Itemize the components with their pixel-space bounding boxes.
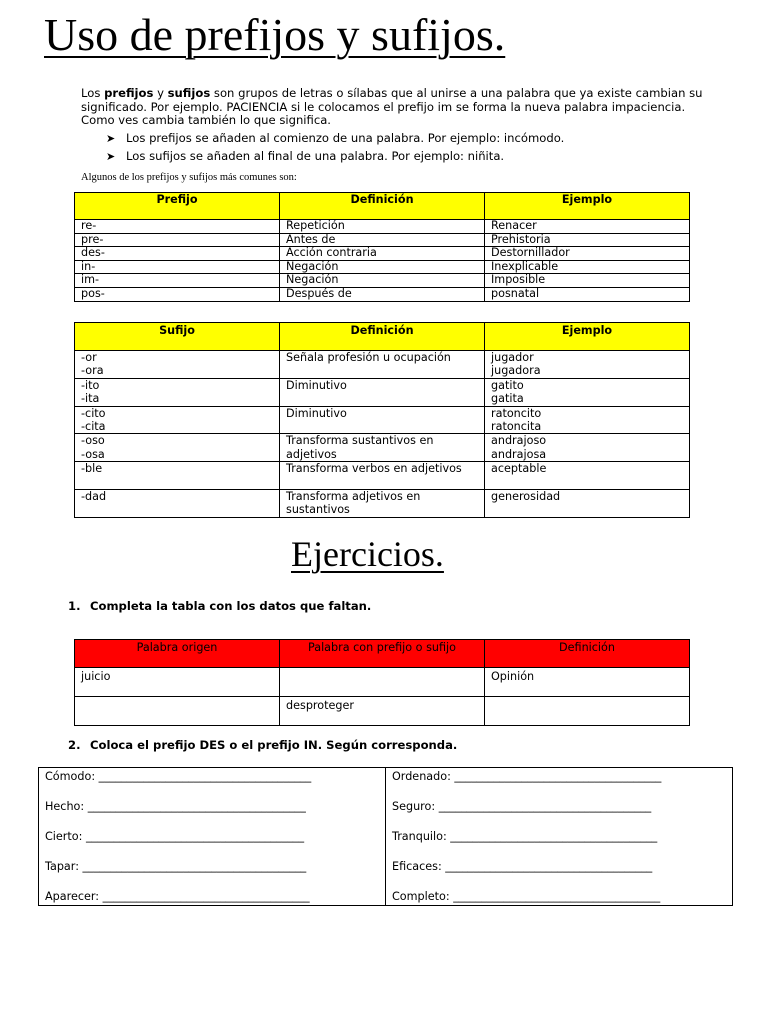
table-cell: Imposible [485,274,690,288]
table-row [75,260,690,274]
table-cell: Inexplicable [485,260,690,274]
exercises-title: Ejercicios. [291,534,444,574]
table-cell: im- [75,274,280,288]
table-cell: Transforma adjetivos en sustantivos [280,490,485,518]
fill-line[interactable]: Aparecer: _____________________________________ [45,890,310,903]
table-cell: generosidad [485,490,690,518]
table-cell [485,697,690,726]
table-header-row [75,193,690,220]
list-item: ➤ Los sufijos se añaden al final de una palabra. Por ejemplo: niñita. [106,147,564,165]
table-row [75,247,690,261]
table-cell: Repetición [280,220,485,234]
table-cell [280,668,485,697]
table-cell: gatito gatita [485,378,690,406]
exercise-2-instruction: 2. Coloca el prefijo DES o el prefijo IN. Según corresponda. [68,738,458,752]
column-header: Ejemplo [485,323,690,351]
table-cell: pos- [75,287,280,301]
table-row [75,697,690,726]
table-cell: -ble [75,462,280,490]
table-header-row [75,323,690,351]
fill-line[interactable]: Tranquilo: _____________________________________ [392,830,658,843]
table-cell: in- [75,260,280,274]
table-caption: Algunos de los prefijos y sufijos más comunes son: [81,172,297,183]
table-cell: Después de [280,287,485,301]
table-header-row [75,640,690,668]
column-header: Definición [485,640,690,668]
table-cell: pre- [75,233,280,247]
fill-line[interactable]: Cómodo: ______________________________________ [45,770,312,783]
table-cell: posnatal [485,287,690,301]
table-cell: Renacer [485,220,690,234]
fill-line[interactable]: Eficaces: _____________________________________ [392,860,653,873]
table-row [75,233,690,247]
table-row [75,220,690,234]
intro-paragraph: Los prefijos y sufijos son grupos de letras o sílabas que al unirse a una palabra que ya existe cambian su significado. Por ejemplo. PACIENCIA si le colocamos el prefijo im se forma la nueva palabra impaciencia. Como ves cambia también lo que significa. [81,86,703,127]
table-cell: aceptable [485,462,690,490]
suffix-table [74,322,690,518]
column-header: Definición [280,193,485,220]
table-cell: ratoncito ratoncita [485,406,690,434]
column-header: Sufijo [75,323,280,351]
table-cell: Prehistoria [485,233,690,247]
column-header: Palabra con prefijo o sufijo [280,640,485,668]
table-cell: Diminutivo [280,406,485,434]
table-cell: Señala profesión u ocupación [280,351,485,379]
table-cell [75,697,280,726]
table-row [75,274,690,288]
table-cell: Opinión [485,668,690,697]
fill-line[interactable]: Seguro: ______________________________________ [392,800,652,813]
table-cell: -cito -cita [75,406,280,434]
fill-line[interactable]: Ordenado: _____________________________________ [392,770,662,783]
table-cell: Transforma verbos en adjetivos [280,462,485,490]
fill-right-column [386,768,733,906]
column-header: Ejemplo [485,193,690,220]
arrow-bullet-icon: ➤ [106,132,116,145]
table-row [75,351,690,379]
fill-line[interactable]: Cierto: _______________________________________ [45,830,305,843]
fill-line[interactable]: Tapar: ________________________________________ [45,860,307,873]
table-cell: juicio [75,668,280,697]
table-row [75,287,690,301]
list-item: ➤ Los prefijos se añaden al comienzo de una palabra. Por ejemplo: incómodo. [106,129,564,147]
table-cell: -ito -ita [75,378,280,406]
table-cell: Negación [280,260,485,274]
table-cell: Acción contraria [280,247,485,261]
table-row [75,434,690,462]
table-row [75,462,690,490]
column-header: Definición [280,323,485,351]
rules-list [106,129,564,165]
table-row [75,378,690,406]
table-row [75,490,690,518]
fill-line[interactable]: Completo: _____________________________________ [392,890,661,903]
table-cell: re- [75,220,280,234]
column-header: Palabra origen [75,640,280,668]
table-row [75,668,690,697]
table-cell: Diminutivo [280,378,485,406]
column-header: Prefijo [75,193,280,220]
table-cell: jugador jugadora [485,351,690,379]
page-title: Uso de prefijos y sufijos. [44,9,506,60]
exercise-1-instruction: 1. Completa la tabla con los datos que faltan. [68,599,372,613]
fill-in-table [38,767,733,906]
table-cell: -oso -osa [75,434,280,462]
fill-line[interactable]: Hecho: _______________________________________ [45,800,306,813]
prefix-table [74,192,690,302]
fill-left-column [39,768,386,906]
table-cell: Negación [280,274,485,288]
table-cell: -dad [75,490,280,518]
exercise-table [74,639,690,726]
table-cell: desproteger [280,697,485,726]
table-cell: -or -ora [75,351,280,379]
table-cell: Transforma sustantivos en adjetivos [280,434,485,462]
table-cell: des- [75,247,280,261]
arrow-bullet-icon: ➤ [106,150,116,163]
table-cell: andrajoso andrajosa [485,434,690,462]
table-row [75,406,690,434]
table-cell: Antes de [280,233,485,247]
table-cell: Destornillador [485,247,690,261]
